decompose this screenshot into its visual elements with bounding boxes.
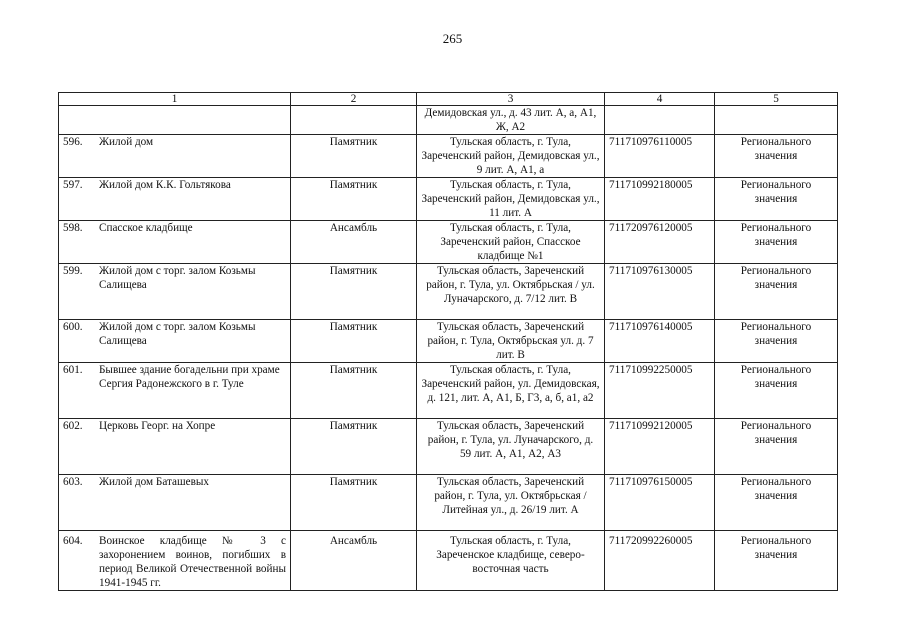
status-cell: Регионального значения [715, 320, 838, 363]
status-cell: Регионального значения [715, 178, 838, 221]
code-cell [605, 106, 715, 135]
address-cell: Тульская область, г. Тула, Зареченский район, Демидовская ул., 9 лит. А, А1, а [417, 135, 605, 178]
row-number: 602. [63, 420, 83, 432]
row-number: 598. [63, 222, 83, 234]
status-cell: Регионального значения [715, 135, 838, 178]
table-row [59, 264, 838, 320]
heritage-registry-table [58, 92, 838, 591]
continuation-row [59, 106, 838, 135]
row-number: 601. [63, 364, 83, 376]
address-cell: Тульская область, г. Тула, Зареченский район, ул. Демидовская, д. 121, лит. А, А1, Б, Г3, а, б, а1, а2 [417, 363, 605, 419]
object-name: Жилой дом [99, 136, 154, 148]
object-name: Жилой дом с торг. залом Козьмы Салищева [99, 321, 256, 347]
column-header-5: 5 [715, 93, 838, 106]
column-header-3: 3 [417, 93, 605, 106]
address-cell: Тульская область, Зареченский район, г. Тула, ул. Луначарского, д. 59 лит. А, А1, А2, А3 [417, 419, 605, 475]
table-row [59, 531, 838, 591]
table-row [59, 221, 838, 264]
name-cell [59, 264, 291, 320]
table-row [59, 363, 838, 419]
table-row [59, 419, 838, 475]
status-cell: Регионального значения [715, 531, 838, 591]
type-cell: Ансамбль [291, 221, 417, 264]
row-number: 596. [63, 136, 83, 148]
object-name: Воинское кладбище № 3 с захоронением воинов, погибших в период Великой Отечественной войны 1941-1945 гг. [99, 535, 286, 589]
status-cell: Регионального значения [715, 264, 838, 320]
type-cell: Памятник [291, 264, 417, 320]
table-row [59, 475, 838, 531]
table-row [59, 135, 838, 178]
object-name: Церковь Георг. на Хопре [99, 420, 216, 432]
status-cell: Регионального значения [715, 475, 838, 531]
row-number: 603. [63, 476, 83, 488]
code-cell: 711710976150005 [605, 475, 715, 531]
name-cell [59, 363, 291, 419]
address-cell: Демидовская ул., д. 43 лит. А, а, А1, Ж, А2 [417, 106, 605, 135]
code-cell: 711710992180005 [605, 178, 715, 221]
object-name: Спасское кладбище [99, 222, 193, 234]
status-cell [715, 106, 838, 135]
code-cell: 711710976130005 [605, 264, 715, 320]
row-number: 604. [63, 535, 83, 547]
type-cell: Памятник [291, 363, 417, 419]
code-cell: 711710992120005 [605, 419, 715, 475]
name-cell [59, 475, 291, 531]
code-cell: 711720976120005 [605, 221, 715, 264]
code-cell: 711720992260005 [605, 531, 715, 591]
status-cell: Регионального значения [715, 419, 838, 475]
table-row [59, 320, 838, 363]
name-cell [59, 221, 291, 264]
object-name: Бывшее здание богадельни при храме Сергия Радонежского в г. Туле [99, 364, 280, 390]
code-cell: 711710976140005 [605, 320, 715, 363]
name-cell [59, 135, 291, 178]
address-cell: Тульская область, г. Тула, Зареченское кладбище, северо-восточная часть [417, 531, 605, 591]
name-cell [59, 531, 291, 591]
type-cell: Ансамбль [291, 531, 417, 591]
address-cell: Тульская область, Зареченский район, г. Тула, Октябрьская ул. д. 7 лит. В [417, 320, 605, 363]
type-cell: Памятник [291, 419, 417, 475]
page-number: 265 [442, 31, 463, 46]
column-header-4: 4 [605, 93, 715, 106]
address-cell: Тульская область, г. Тула, Зареченский район, Спасское кладбище №1 [417, 221, 605, 264]
column-number-header-row [59, 93, 838, 106]
row-number: 599. [63, 265, 83, 277]
column-header-2: 2 [291, 93, 417, 106]
table-row [59, 178, 838, 221]
code-cell: 711710992250005 [605, 363, 715, 419]
name-cell [59, 106, 291, 135]
type-cell: Памятник [291, 135, 417, 178]
name-cell [59, 178, 291, 221]
type-cell: Памятник [291, 178, 417, 221]
type-cell: Памятник [291, 475, 417, 531]
row-number: 600. [63, 321, 83, 333]
status-cell: Регионального значения [715, 221, 838, 264]
type-cell: Памятник [291, 320, 417, 363]
column-header-1: 1 [59, 93, 291, 106]
code-cell: 711710976110005 [605, 135, 715, 178]
name-cell [59, 320, 291, 363]
object-name: Жилой дом с торг. залом Козьмы Салищева [99, 265, 256, 291]
object-name: Жилой дом К.К. Гольтякова [99, 179, 231, 191]
address-cell: Тульская область, Зареченский район, г. Тула, ул. Октябрьская / Литейная ул., д. 26/19 лит. А [417, 475, 605, 531]
status-cell: Регионального значения [715, 363, 838, 419]
name-cell [59, 419, 291, 475]
address-cell: Тульская область, Зареченский район, г. Тула, ул. Октябрьская / ул. Луначарского, д. 7/12 лит. В [417, 264, 605, 320]
type-cell [291, 106, 417, 135]
address-cell: Тульская область, г. Тула, Зареченский район, Демидовская ул., 11 лит. А [417, 178, 605, 221]
row-number: 597. [63, 179, 83, 191]
object-name: Жилой дом Баташевых [99, 476, 209, 488]
